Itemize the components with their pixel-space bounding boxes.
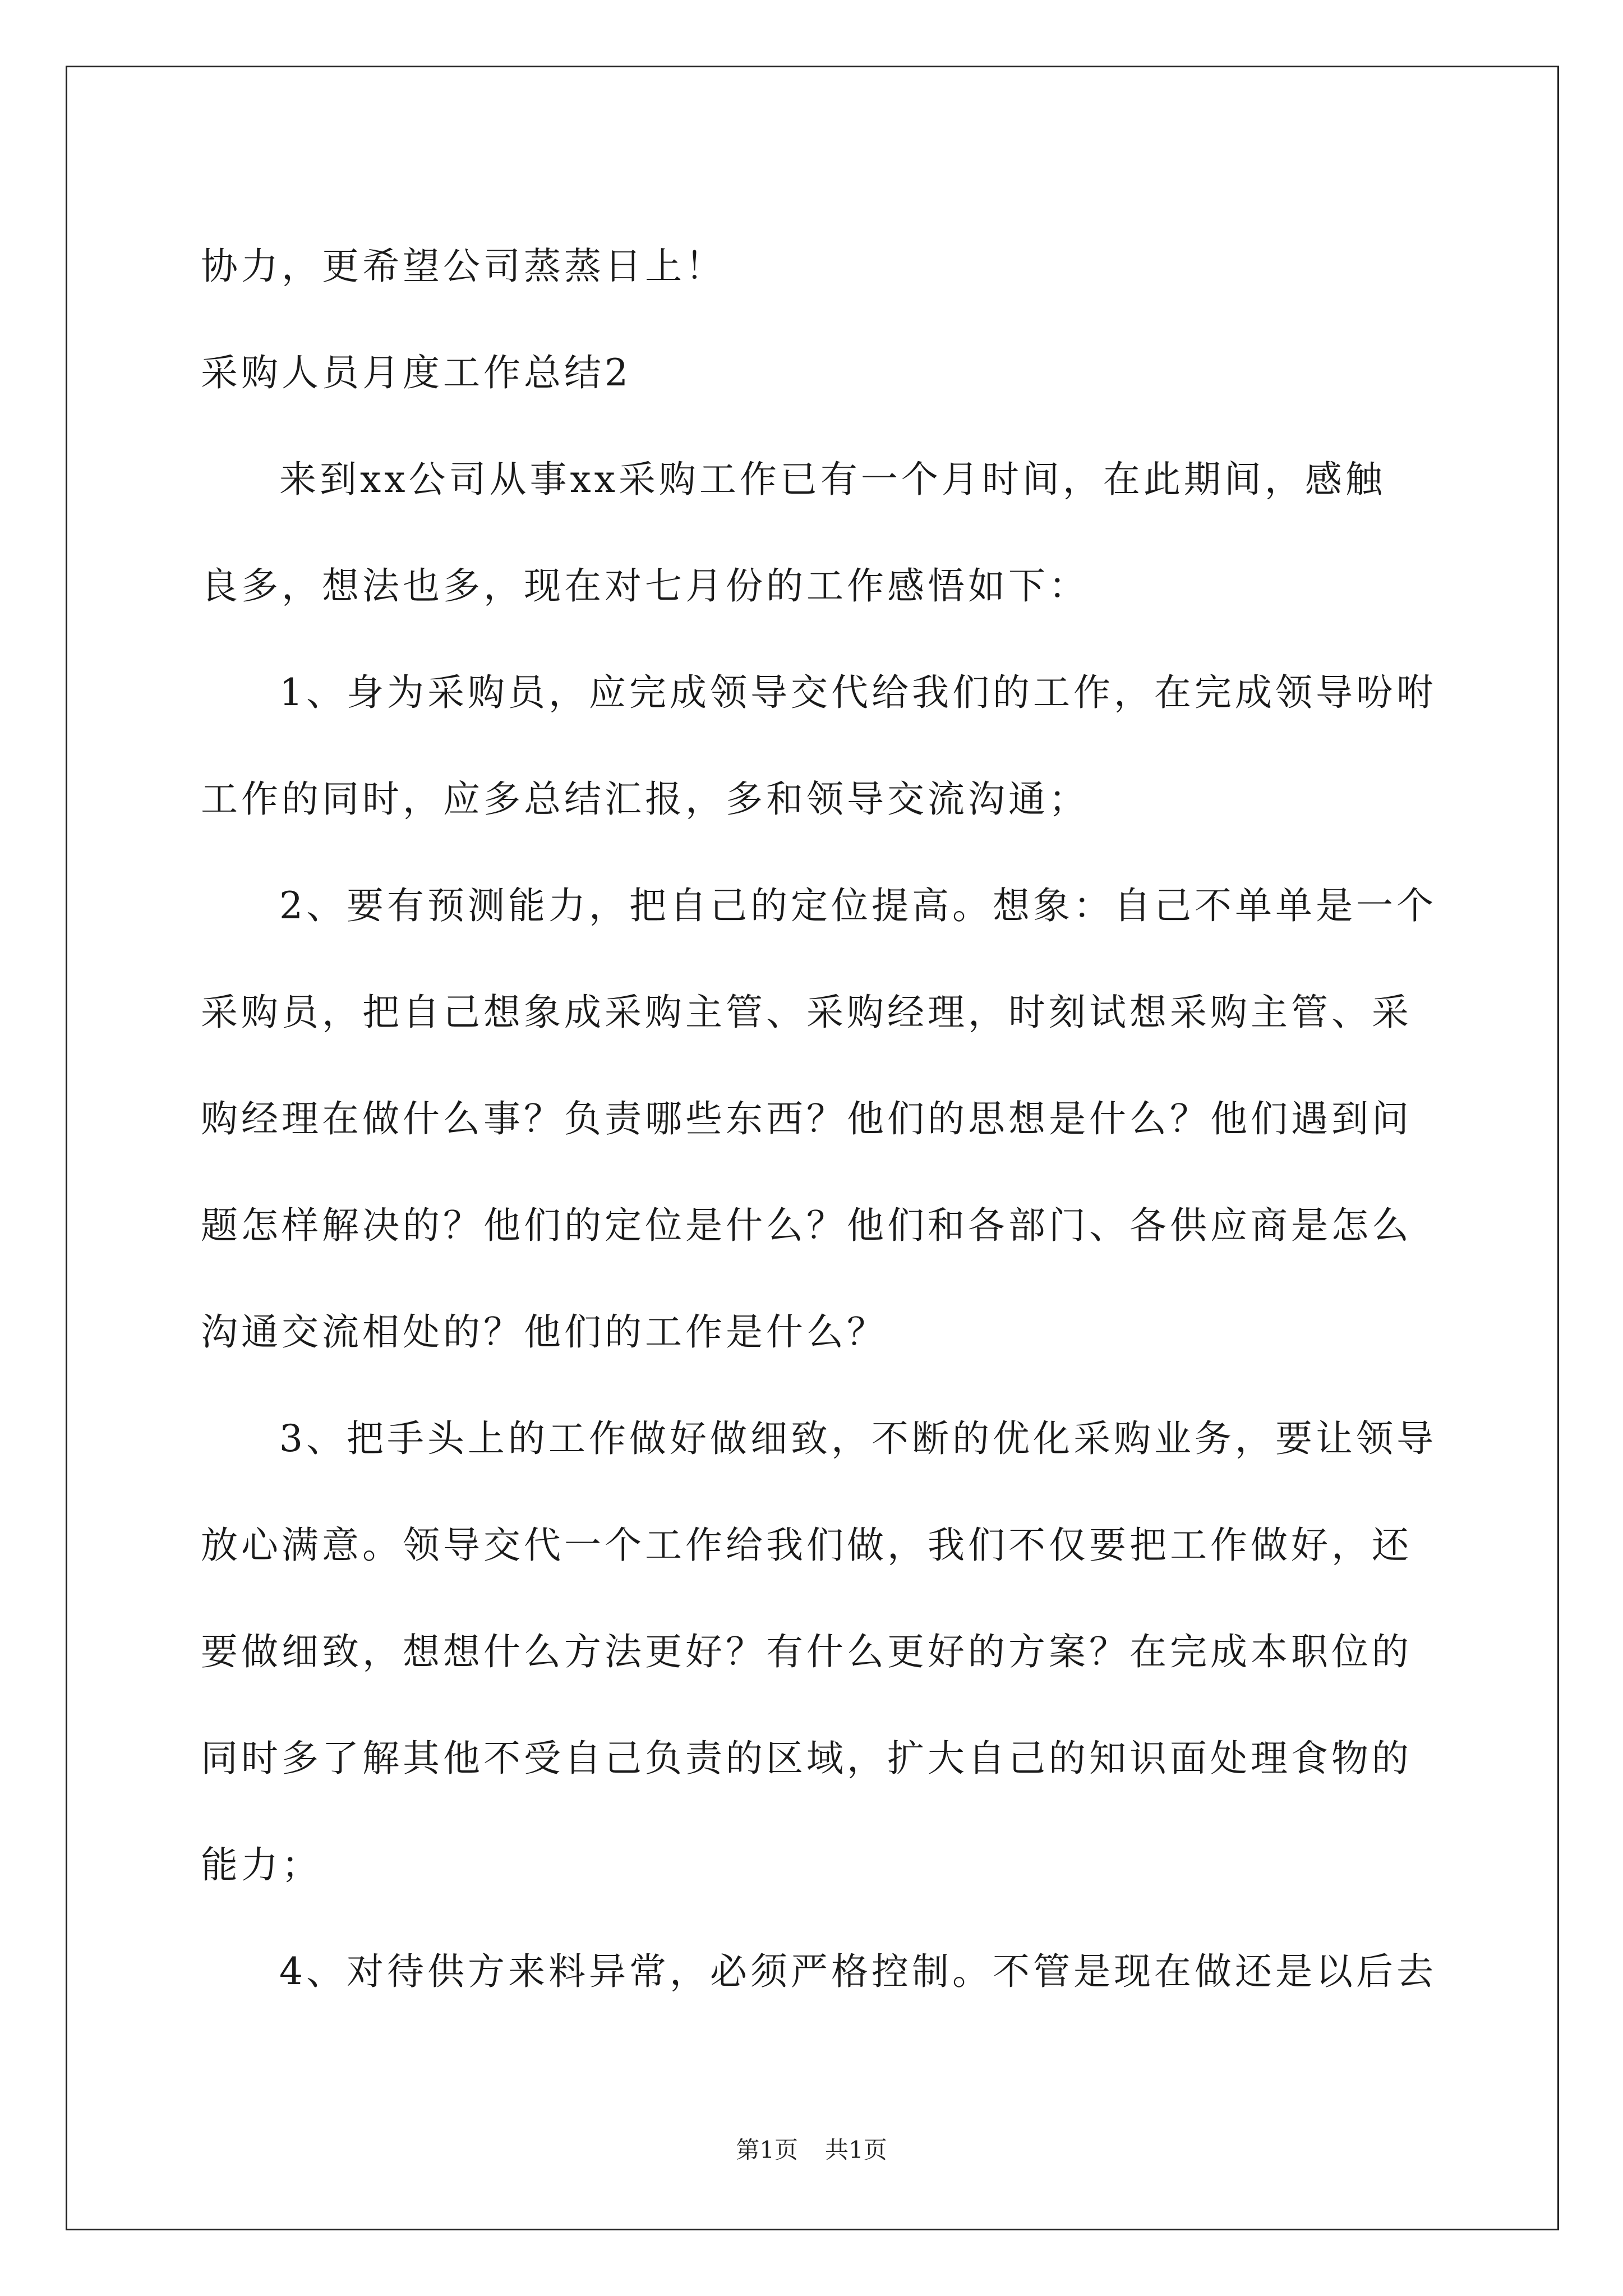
text-line: 要做细致，想想什么方法更好？有什么更好的方案？在完成本职位的	[201, 1630, 1412, 1673]
document-body	[201, 213, 1437, 2025]
text-line: 放心满意。领导交代一个工作给我们做，我们不仅要把工作做好，还	[201, 1524, 1412, 1567]
text-line: 能力；	[201, 1843, 322, 1887]
text-line: 来到xx公司从事xx采购工作已有一个月时间，在此期间，感触	[279, 458, 1386, 501]
text-line: 1、身为采购员，应完成领导交代给我们的工作，在完成领导吩咐	[279, 671, 1437, 714]
text-line: 2、要有预测能力，把自己的定位提高。想象：自己不单单是一个	[279, 884, 1437, 927]
section-heading: 采购人员月度工作总结2	[201, 351, 631, 394]
page-footer	[0, 2132, 1623, 2165]
text-line: 协力，更希望公司蒸蒸日上！	[201, 245, 726, 288]
text-line: 4、对待供方来料异常，必须严格控制。不管是现在做还是以后去	[279, 1950, 1437, 1993]
text-line: 良多，想法也多，现在对七月份的工作感悟如下：	[201, 564, 1089, 608]
text-line: 购经理在做什么事？负责哪些东西？他们的思想是什么？他们遇到问	[201, 1097, 1412, 1140]
text-line: 题怎样解决的？他们的定位是什么？他们和各部门、各供应商是怎么	[201, 1204, 1412, 1247]
text-line: 采购员，把自己想象成采购主管、采购经理，时刻试想采购主管、采	[201, 991, 1412, 1034]
page-number-total: 共1页	[825, 2136, 887, 2164]
text-line: 工作的同时，应多总结汇报，多和领导交流沟通；	[201, 777, 1089, 821]
text-line: 3、把手头上的工作做好做细致，不断的优化采购业务，要让领导	[279, 1417, 1437, 1460]
page-number-current: 第1页	[736, 2136, 798, 2164]
text-line: 同时多了解其他不受自己负责的区域，扩大自己的知识面处理食物的	[201, 1737, 1412, 1780]
text-line: 沟通交流相处的？他们的工作是什么？	[201, 1310, 887, 1354]
